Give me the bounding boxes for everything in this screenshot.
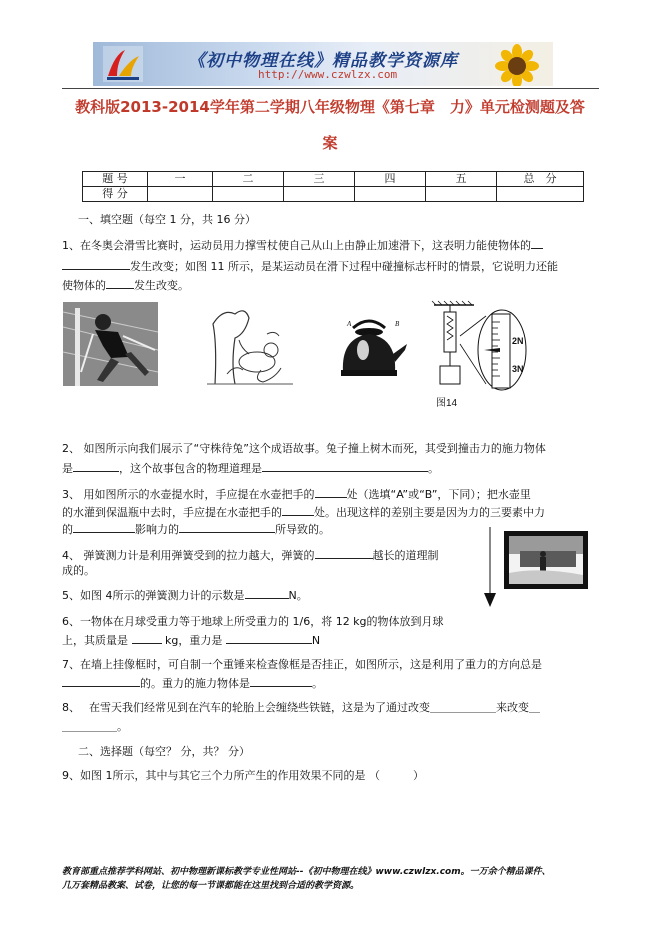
answer-blank[interactable] [531,237,543,249]
score-header-cell: 三 [284,172,355,187]
answer-blank[interactable] [262,460,428,472]
score-table [82,171,584,202]
answer-blank[interactable] [282,504,314,516]
score-header-cell: 二 [213,172,284,187]
picture-frame-plumb-figure [480,527,590,612]
spring-scale-figure [430,300,528,410]
question-text: 。 [428,462,439,475]
score-label-cell: 得 分 [83,187,148,202]
footer-line: 教育部重点推荐学科网站、初中物理新课标教学专业性网站--《初中物理在线》www.czwlzx.com。一万余个精品课件、 [62,867,551,877]
answer-blank[interactable] [226,632,312,644]
question-1-line [62,258,558,274]
kettle-label-a: A [347,320,352,328]
question-text: N。 [288,589,308,602]
banner-title: 《初中物理在线》精品教学资源库 [188,51,458,71]
question-1-line [62,277,189,293]
score-table-header-row [83,172,584,187]
question-4-line [62,547,439,563]
page-footer [62,865,551,893]
banner-url[interactable]: http://www.czwlzx.com [258,68,398,81]
answer-blank[interactable] [73,460,119,472]
score-input-cell[interactable] [213,187,284,202]
answer-blank[interactable] [179,521,275,533]
question-text: 处。出现这样的差别主要是因为力的三要素中力 [314,506,545,519]
scale-mark-2n: 2N [512,336,524,346]
question-9-line: 9、如图 1所示，其中与其它三个力所产生的作用效果不同的是 （ ） [62,769,424,782]
score-input-cell[interactable] [148,187,213,202]
question-text: 1、在冬奥会滑雪比赛时，运动员用力撑雪杖使自己从山上由静止加速滑下，这表明力能使物体的 [62,239,531,252]
header-banner [93,42,553,86]
sunflower-icon [489,44,545,86]
question-text: ，这个故事包含的物理道理是 [119,462,262,475]
question-text: 的 [62,523,73,536]
score-input-cell[interactable] [497,187,584,202]
kettle-label-b: B [395,320,400,328]
figure-caption: 图14 [436,398,458,409]
question-8-line: ＿＿＿＿＿。 [62,720,128,733]
question-text: 的。重力的施力物体是 [140,677,250,690]
question-6-line: 6、一物体在月球受重力等于地球上所受重力的 1/6，将 12 kg的物体放到月球 [62,615,444,628]
question-3-line [62,504,545,520]
footer-line: 几万套精品教案、试卷，让您的每一节课都能在这里找到合适的教学资源。 [62,881,360,891]
answer-blank[interactable] [62,675,140,687]
question-text: 3、 用如图所示的水壶提水时，手应提在水壶把手的 [62,488,315,501]
answer-blank[interactable] [62,258,130,270]
question-7-line [62,675,323,691]
skier-figure [63,302,158,386]
question-text: 上，其质量是 [62,634,128,647]
question-text: 发生改变。 [134,279,189,292]
question-text: 所导致的。 [275,523,330,536]
score-table-row [83,187,584,202]
question-text: 影响力的 [135,523,179,536]
question-text: 。 [312,677,323,690]
question-text: 使物体的 [62,279,106,292]
page-title: 教科版2013-2014学年第二学期八年级物理《第七章 力》单元检测题及答 [75,98,585,116]
question-text: 处（选填“A”或“B”，下同）；把水壶里 [346,488,531,501]
section-heading: 一、填空题（每空 1 分，共 16 分） [78,213,256,226]
score-header-cell: 一 [148,172,213,187]
kettle-figure [335,314,410,379]
question-8-line: 8、 在雪天我们经常见到在汽车的轮胎上会缠绕些铁链，这是为了通过改变＿＿＿＿＿＿来改变＿ [62,701,540,714]
question-2-line [62,460,439,476]
page-title-continued: 案 [322,134,338,152]
question-4-line: 成的。 [62,564,95,577]
score-header-cell: 五 [426,172,497,187]
question-text: 4、 弹簧测力计是利用弹簧受到的拉力越大，弹簧的 [62,549,315,562]
question-text: 越长的道理制 [372,549,439,562]
question-text: N [311,634,321,647]
question-2-line: 2、 如图所示向我们展示了“守株待兔”这个成语故事。兔子撞上树木而死，其受到撞击力的施力物体 [62,442,546,455]
answer-blank[interactable] [315,547,373,559]
answer-blank[interactable] [132,632,162,644]
score-input-cell[interactable] [355,187,426,202]
question-text: kg，重力是 [165,634,223,647]
score-input-cell[interactable] [426,187,497,202]
section-heading: 二、选择题（每空？ 分，共？ 分） [78,745,250,758]
question-6-line [62,632,320,648]
answer-blank[interactable] [73,521,135,533]
question-1-line [62,237,543,253]
score-input-cell[interactable] [284,187,355,202]
answer-blank[interactable] [245,587,289,599]
question-5-line [62,587,308,603]
question-7-line: 7、在墙上挂像框时，可自制一个重锤来检查像框是否挂正，如图所示，这是利用了重力的方向总是 [62,658,542,671]
header-divider [62,88,599,89]
rabbit-tree-figure [205,304,295,386]
question-3-line [62,521,330,537]
score-header-cell: 总 分 [497,172,584,187]
score-header-cell: 四 [355,172,426,187]
question-text: 发生改变；如图 11 所示，是某运动员在滑下过程中碰撞标志杆时的情景，它说明力还能 [130,260,558,273]
site-logo-icon [103,46,143,82]
answer-blank[interactable] [106,277,134,289]
question-text: 是 [62,462,73,475]
question-text: 5、如图 4所示的弹簧测力计的示数是 [62,589,245,602]
answer-blank[interactable] [315,486,347,498]
scale-mark-3n: 3N [512,364,524,374]
question-text: 的水灌到保温瓶中去时，手应提在水壶把手的 [62,506,282,519]
question-3-line [62,486,531,502]
score-header-cell: 题 号 [83,172,148,187]
answer-blank[interactable] [250,675,312,687]
